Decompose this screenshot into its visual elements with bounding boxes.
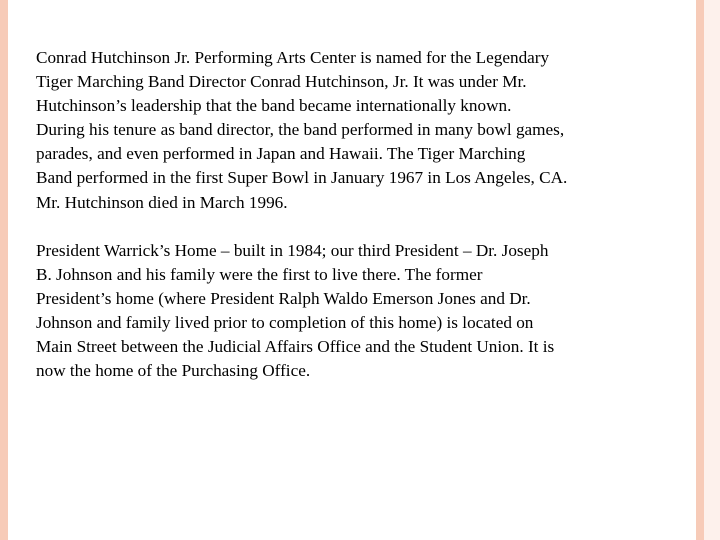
text-line: Johnson and family lived prior to completion of this home) is located on bbox=[36, 312, 534, 332]
text-line: B. Johnson and his family were the first to live there. The former bbox=[36, 264, 483, 284]
paragraph-presidents-home bbox=[36, 239, 688, 384]
text-line: parades, and even performed in Japan and Hawaii. The Tiger Marching bbox=[36, 144, 526, 164]
left-accent-border bbox=[0, 0, 8, 540]
text-line: now the home of the Purchasing Office. bbox=[36, 361, 311, 381]
text-line: Hutchinson’s leadership that the band became internationally known. bbox=[36, 96, 512, 116]
text-line: Band performed in the first Super Bowl in January 1967 in Los Angeles, CA. bbox=[36, 168, 568, 188]
paragraph-performing-arts-center bbox=[36, 46, 688, 215]
text-line: President Warrick’s Home – built in 1984; our third President – Dr. Joseph bbox=[36, 240, 549, 260]
text-line: Conrad Hutchinson Jr. Performing Arts Center is named for the Legendary bbox=[36, 48, 550, 67]
right-edge-strip bbox=[704, 0, 720, 540]
text-line: Mr. Hutchinson died in March 1996. bbox=[36, 192, 288, 212]
text-line: Tiger Marching Band Director Conrad Hutchinson, Jr. It was under Mr. bbox=[36, 72, 527, 92]
right-accent-border bbox=[696, 0, 704, 540]
text-line: During his tenure as band director, the band performed in many bowl games, bbox=[36, 120, 565, 140]
slide-body bbox=[36, 46, 688, 383]
text-line: President’s home (where President Ralph Waldo Emerson Jones and Dr. bbox=[36, 288, 531, 308]
text-line: Main Street between the Judicial Affairs Office and the Student Union. It is bbox=[36, 337, 555, 357]
